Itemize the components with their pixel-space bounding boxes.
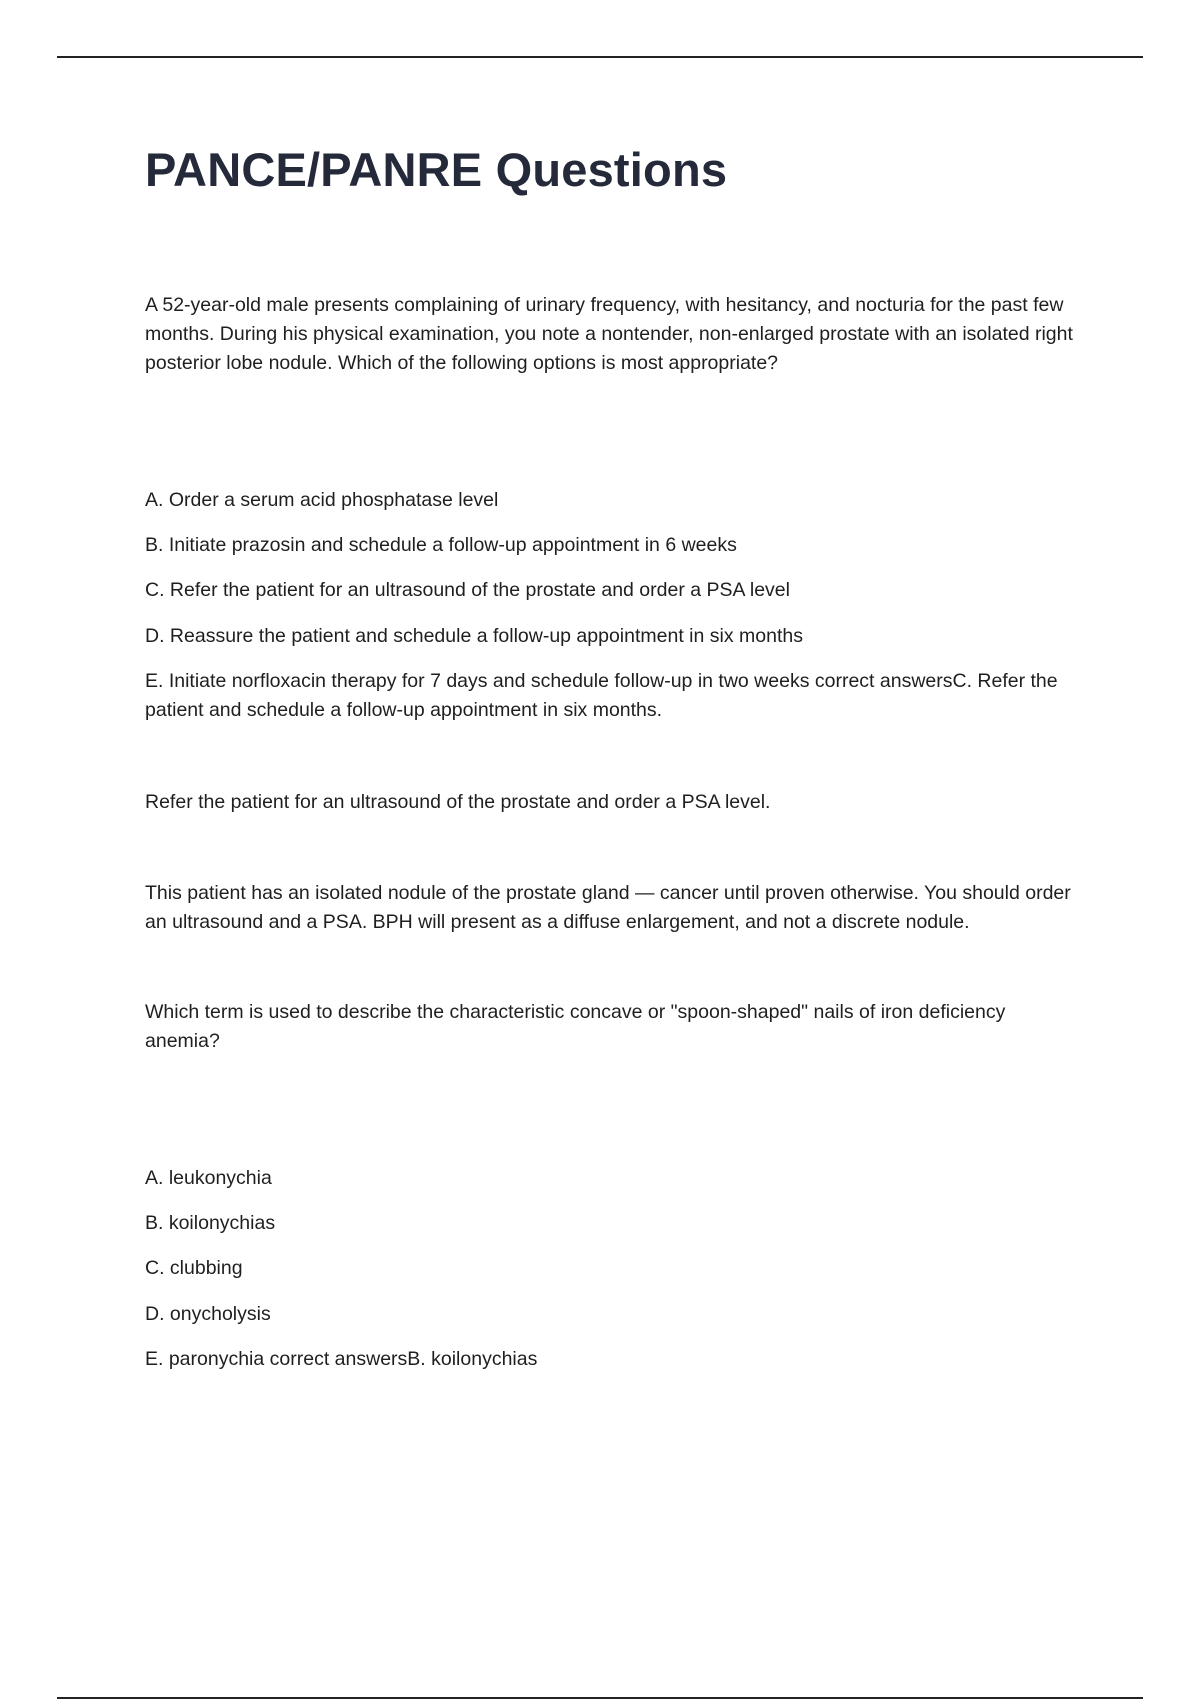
- question-1-option-b: B. Initiate prazosin and schedule a follow-up appointment in 6 weeks: [145, 534, 737, 556]
- question-1-option-c: C. Refer the patient for an ultrasound of the prostate and order a PSA level: [145, 579, 790, 601]
- question-2-option-e: E. paronychia correct answersB. koilonychias: [145, 1348, 538, 1370]
- question-2-option-c: C. clubbing: [145, 1257, 243, 1279]
- top-rule: [57, 56, 1143, 58]
- question-1-option-a: A. Order a serum acid phosphatase level: [145, 489, 499, 511]
- question-2-option-b: B. koilonychias: [145, 1212, 276, 1234]
- bottom-rule: [57, 1697, 1143, 1699]
- question-2-text: Which term is used to describe the characteristic concave or "spoon-shaped" nails of iron deficiency anemia?: [145, 1001, 1006, 1052]
- question-2-option-d: D. onycholysis: [145, 1303, 271, 1325]
- question-1-option-d: D. Reassure the patient and schedule a follow-up appointment in six months: [145, 625, 803, 647]
- question-1-explanation: This patient has an isolated nodule of the prostate gland — cancer until proven otherwise. You should order an ultrasound and a PSA. BPH will present as a diffuse enlargement, and not a discrete nodule.: [145, 882, 1071, 933]
- question-2-option-a: A. leukonychia: [145, 1167, 272, 1189]
- question-1-answer: Refer the patient for an ultrasound of the prostate and order a PSA level.: [145, 791, 771, 813]
- document-title: PANCE/PANRE Questions: [145, 143, 728, 196]
- question-1-option-e: E. Initiate norfloxacin therapy for 7 days and schedule follow-up in two weeks correct answersC. Refer the patient and schedule a follow-up appointment in six months.: [145, 670, 1058, 721]
- question-1-text: A 52-year-old male presents complaining of urinary frequency, with hesitancy, and nocturia for the past few months. During his physical examination, you note a nontender, non-enlarged prostate with an isolated right posterior lobe nodule. Which of the following options is most appropriate?: [145, 294, 1073, 374]
